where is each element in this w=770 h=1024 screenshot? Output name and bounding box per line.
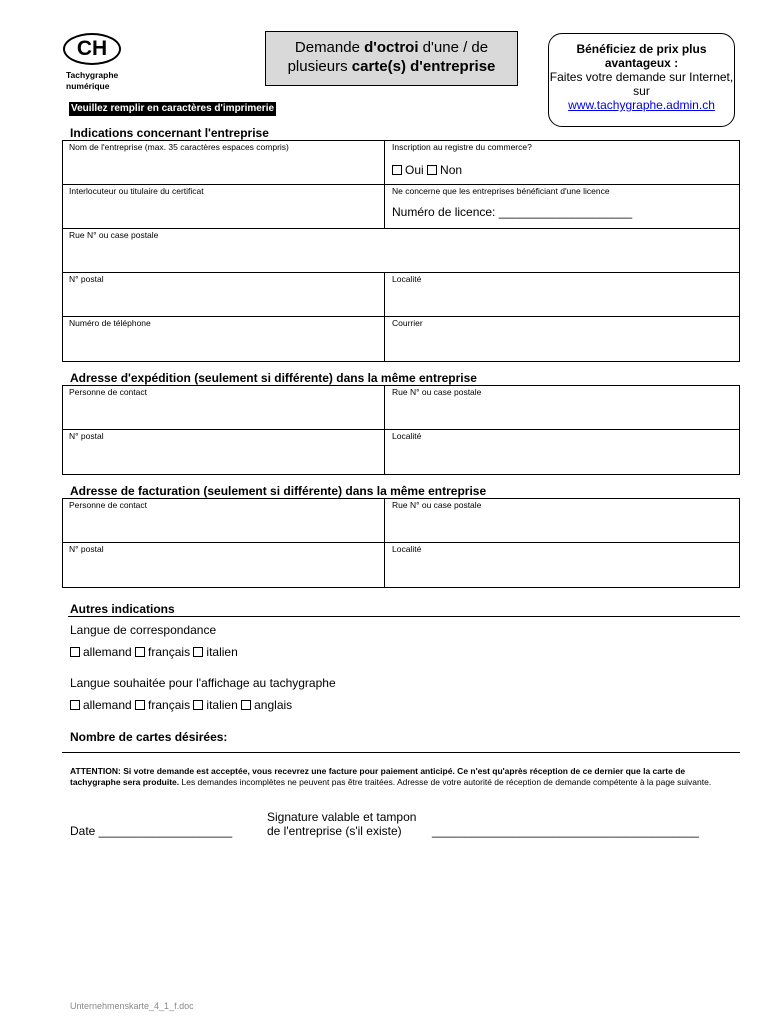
postal-field[interactable]: [63, 273, 385, 316]
billing-contact-field[interactable]: [63, 499, 385, 542]
shipping-grid: [62, 385, 740, 475]
postal-label: N° postal: [69, 274, 104, 284]
company-name-label: Nom de l'entreprise (max. 35 caractères espaces compris): [69, 142, 289, 152]
shipping-postal-field[interactable]: [63, 430, 385, 474]
billing-contact-label: Personne de contact: [69, 500, 147, 510]
company-name-field[interactable]: [63, 141, 385, 184]
cards-label: Nombre de cartes désirées:: [70, 730, 228, 744]
contact-label: Interlocuteur ou titulaire du certificat: [69, 186, 204, 196]
billing-locality-field[interactable]: [385, 543, 739, 587]
date-field[interactable]: Date ____________________: [70, 824, 233, 838]
registry-options: [392, 163, 739, 177]
shipping-postal-label: N° postal: [69, 431, 104, 441]
signature-label: [267, 810, 416, 838]
billing-street-label: Rue N° ou case postale: [392, 500, 482, 510]
lang-corr-options: [70, 645, 238, 659]
disp-fr-label: français: [148, 698, 191, 712]
promo-text: Faites votre demande sur Internet, sur: [549, 70, 734, 98]
billing-postal-field[interactable]: [63, 543, 385, 587]
billing-street-field[interactable]: [385, 499, 739, 542]
logo-line2: numérique: [66, 81, 110, 91]
corr-it-label: italien: [206, 645, 238, 659]
corr-it-checkbox[interactable]: [193, 647, 203, 657]
cards-divider: [62, 752, 740, 753]
corr-fr-checkbox[interactable]: [135, 647, 145, 657]
shipping-contact-field[interactable]: [63, 386, 385, 429]
other-section-title: Autres indications: [70, 602, 175, 616]
title-bold2: carte(s) d'entreprise: [351, 58, 496, 75]
lang-display-label: Langue souhaitée pour l'affichage au tachygraphe: [70, 676, 336, 690]
attention-text: [70, 766, 730, 788]
corr-fr-label: français: [148, 645, 191, 659]
billing-row-1: [63, 499, 739, 543]
company-section-title: Indications concernant l'entreprise: [70, 126, 269, 140]
corr-de-label: allemand: [83, 645, 132, 659]
billing-row-2: [63, 543, 739, 587]
licence-note: Ne concerne que les entreprises bénéficiant d'une licence: [392, 186, 610, 196]
licence-field: [385, 185, 739, 228]
licence-number[interactable]: Numéro de licence: ____________________: [392, 205, 633, 219]
phone-field[interactable]: [63, 317, 385, 361]
billing-locality-label: Localité: [392, 544, 422, 554]
logo-subtitle: [66, 70, 118, 92]
street-label: Rue N° ou case postale: [69, 230, 159, 240]
title-pre: Demande: [294, 39, 365, 56]
promo-link[interactable]: www.tachygraphe.admin.ch: [568, 98, 715, 112]
shipping-row-1: [63, 386, 739, 430]
shipping-row-2: [63, 430, 739, 474]
disp-de-checkbox[interactable]: [70, 700, 80, 710]
disp-it-checkbox[interactable]: [193, 700, 203, 710]
title-bold1: d'octroi: [364, 39, 419, 56]
shipping-contact-label: Personne de contact: [69, 387, 147, 397]
yes-label: Oui: [405, 163, 424, 177]
company-row-3: [63, 229, 739, 273]
shipping-street-field[interactable]: [385, 386, 739, 429]
shipping-street-label: Rue N° ou case postale: [392, 387, 482, 397]
company-row-1: [63, 141, 739, 185]
other-divider: [68, 616, 740, 617]
lang-display-options: [70, 698, 292, 712]
promo-headline: Bénéficiez de prix plus avantageux :: [576, 42, 707, 70]
company-grid: [62, 140, 740, 362]
no-label: Non: [440, 163, 463, 177]
footer-filename: Unternehmenskarte_4_1_f.doc: [70, 1001, 194, 1011]
registry-label: Inscription au registre du commerce?: [392, 142, 532, 152]
contact-field[interactable]: [63, 185, 385, 228]
shipping-locality-label: Localité: [392, 431, 422, 441]
disp-en-label: anglais: [254, 698, 293, 712]
attention-normal: Les demandes incomplètes ne peuvent pas être traitées. Adresse de votre autorité de réception de demande compétente à la page suivante.: [179, 777, 712, 787]
print-notice: Veuillez remplir en caractères d'imprimerie: [71, 103, 275, 114]
disp-it-label: italien: [206, 698, 238, 712]
disp-de-label: allemand: [83, 698, 132, 712]
disp-en-checkbox[interactable]: [241, 700, 251, 710]
locality-field[interactable]: [385, 273, 739, 316]
ch-logo: CH: [63, 33, 121, 65]
signature-line2: de l'entreprise (s'il existe): [267, 824, 402, 838]
form-title: [265, 31, 518, 86]
no-checkbox[interactable]: [427, 165, 437, 175]
email-label: Courrier: [392, 318, 423, 328]
billing-postal-label: N° postal: [69, 544, 104, 554]
company-row-5: [63, 317, 739, 361]
corr-de-checkbox[interactable]: [70, 647, 80, 657]
registry-field: [385, 141, 739, 184]
phone-label: Numéro de téléphone: [69, 318, 151, 328]
title-mid: d'une / de plusieurs: [287, 39, 489, 75]
attention-bold: ATTENTION: Si votre demande est acceptée, vous recevrez une facture pour paiement anticipé. Ce n'est qu'après réception de ce dernier que la carte de tachygraphe sera produite.: [70, 766, 686, 787]
street-field[interactable]: [63, 229, 739, 272]
email-field[interactable]: [385, 317, 739, 361]
yes-checkbox[interactable]: [392, 165, 402, 175]
shipping-section-title: Adresse d'expédition (seulement si différente) dans la même entreprise: [70, 371, 477, 385]
lang-corr-label: Langue de correspondance: [70, 623, 217, 637]
logo-line1: Tachygraphe: [66, 70, 119, 80]
promo-box: [548, 33, 735, 127]
locality-label: Localité: [392, 274, 422, 284]
billing-section-title: Adresse de facturation (seulement si différente) dans la même entreprise: [70, 484, 487, 498]
signature-line1: Signature valable et tampon: [267, 810, 417, 824]
company-row-2: [63, 185, 739, 229]
billing-grid: [62, 498, 740, 588]
shipping-locality-field[interactable]: [385, 430, 739, 474]
signature-field[interactable]: ________________________________________: [432, 824, 699, 838]
company-row-4: [63, 273, 739, 317]
disp-fr-checkbox[interactable]: [135, 700, 145, 710]
